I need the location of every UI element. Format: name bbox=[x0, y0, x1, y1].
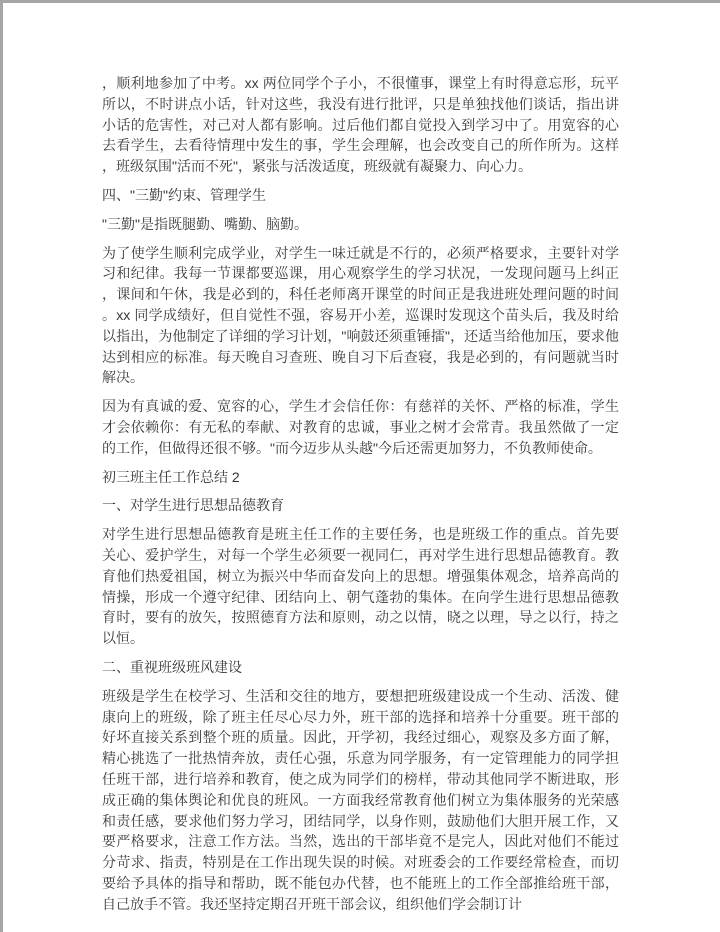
doc-title-summary-2: 初三班主任工作总结 2 bbox=[102, 468, 240, 485]
section-heading-moral-education: 一、对学生进行思想品德教育 bbox=[102, 497, 284, 514]
paragraph-strict-requirements: 为了使学生顺利完成学业，对学生一味迁就是不行的，必须严格要求，主要针对学习和纪律。我每一节课都要巡课，用心观察学生的学习状况，一发现问题马上纠正，课间和午休，我是必到的，科任老师离开课堂的时间正是我进班处理问题的时间。xx 同学成绩好，但自觉性不强，容易开小差，巡课时发现这个苗头后，我及时给以指出，为他制定了详细的学习计划，"响鼓还须重锤擂"，还适当给他加压，要求他达到相应的标准。每天晚自习查班、晚自习下后查寝，我是必到的，有问题就当时解决。 bbox=[102, 244, 619, 386]
paragraph-sincere-love: 因为有真诚的爱、宽容的心，学生才会信任你：有慈祥的关怀、严格的标准，学生才会依赖你：有无私的奉献、对教育的忠诚，事业之树才会常青。我虽然做了一定的工作，但做得还很不够。"而今迈步从头越"今后还需更加努力，不负教师使命。 bbox=[102, 398, 619, 456]
section-heading-class-style: 二、重视班级班风建设 bbox=[102, 658, 242, 675]
paragraph-sanqin-definition: "三勤"是指既腿勤、嘴勤、脑勤。 bbox=[102, 215, 308, 232]
section-heading-sanqin: 四、"三勤"约束、管理学生 bbox=[102, 186, 266, 203]
paragraph-class-style: 班级是学生在校学习、生活和交往的地方，要想把班级建设成一个生动、活泼、健康向上的班级，除了班主任尽心尽力外，班干部的选择和培养十分重要。班干部的好坏直接关系到整个班的质量。因此，开学初，我经过细心，观察及多方面了解，精心挑选了一批热情奔放，责任心强，乐意为同学服务，有一定管理能力的同学担任班干部，进行培养和教育，使之成为同学们的榜样，带动其他同学不断进取，形成正确的集体舆论和优良的班风。一方面我经常教育他们树立为集体服务的光荣感和责任感，要求他们努力学习，团结同学，以身作则，鼓励他们大胆开展工作，又要严格要求，注意工作方法。当然，选出的干部毕竟不是完人，因此对他们不能过分苛求、指责，特别是在工作出现失误的时候。对班委会的工作要经常检查，而切要给予具体的指导和帮助，既不能包办代替，也不能班上的工作全部推给班干部，自己放手不管。我还坚持定期召开班干部会议，组织他们学会制订计 bbox=[102, 687, 619, 912]
document-content bbox=[102, 73, 619, 922]
paragraph-zhongkao: ，顺利地参加了中考。xx 两位同学个子小，不很懂事，课堂上有时得意忘形，玩平所以，不时讲点小话，针对这些，我没有进行批评，只是单独找他们谈话，指出讲小话的危害性，对己对人都有影响。过后他们都自觉投入到学习中了。用宽容的心去看学生，去看待情理中发生的事，学生会理解，也会改变自己的所作所为。这样，班级氛围"活而不死"，紧张与活泼适度，班级就有凝聚力、向心力。 bbox=[102, 75, 619, 175]
paragraph-moral-education: 对学生进行思想品德教育是班主任工作的主要任务，也是班级工作的重点。首先要关心、爱护学生，对每一个学生必须要一视同仁，再对学生进行思想品德教育。教育他们热爱祖国，树立为振兴中华而奋发向上的思想。增强集体观念，培养高尚的情操，形成一个遵守纪律、团结向上、朝气蓬勃的集体。在向学生进行思想品德教育时，要有的放矢，按照德育方法和原则，动之以情，晓之以理，导之以行，持之以恒。 bbox=[102, 526, 619, 647]
